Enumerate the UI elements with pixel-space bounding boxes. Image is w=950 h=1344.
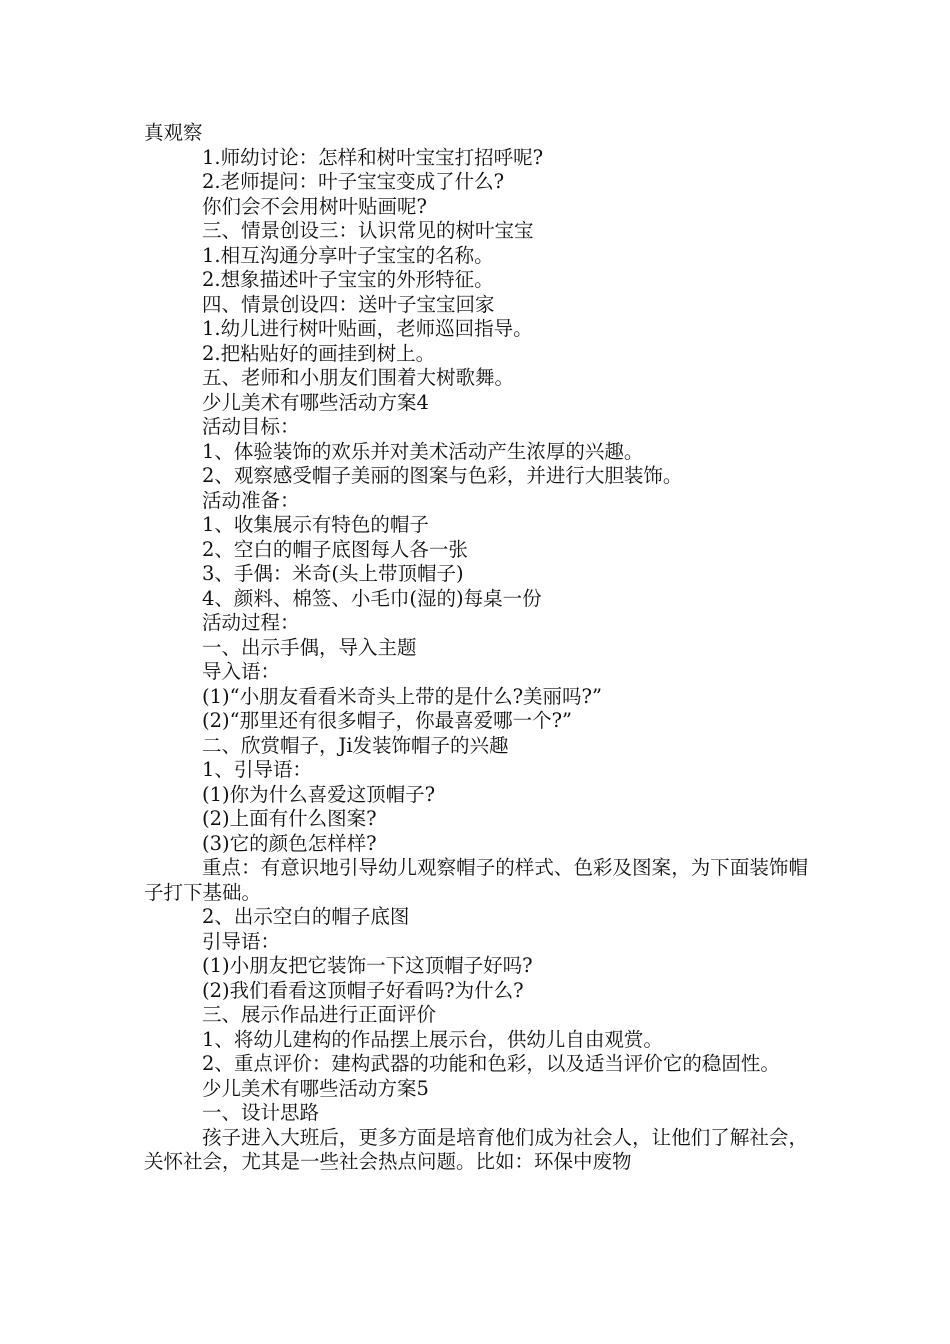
text-line: 2.把粘贴好的画挂到树上。: [202, 341, 436, 365]
plan-title: 少儿美术有哪些活动方案5: [202, 1076, 429, 1100]
text-line: 2.想象描述叶子宝宝的外形特征。: [202, 268, 494, 291]
text-line: (1)你为什么喜爱这顶帽子?: [202, 782, 436, 806]
subheading: 活动过程：: [202, 611, 300, 634]
text-line: (3)它的颜色怎样样?: [202, 831, 377, 855]
text-line: 1.相互沟通分享叶子宝宝的名称。: [202, 243, 494, 267]
section-heading: 一、设计思路: [202, 1101, 320, 1124]
text-line: 1.幼儿进行树叶贴画，老师巡回指导。: [202, 317, 533, 340]
document-body: [144, 121, 808, 1175]
text-line: 引导语：: [202, 929, 281, 953]
text-line: 2.老师提问：叶子宝宝变成了什么?: [202, 170, 505, 193]
section-heading: 五、老师和小朋友们围着大树歌舞。: [202, 366, 515, 389]
text-line: (2)上面有什么图案?: [202, 807, 377, 830]
section-heading: 二、欣赏帽子，Ji发装饰帽子的兴趣: [202, 733, 509, 757]
text-line: (1)“小朋友看看米奇头上带的是什么?美丽吗?”: [202, 684, 602, 708]
paragraph-evaluate: 2、重点评价：建构武器的功能和色彩，以及适当评价它的稳固性。: [202, 1052, 780, 1075]
section-heading: 一、出示手偶，导入主题: [202, 635, 417, 659]
text-line: 4、颜料、棉签、小毛巾(湿的)每桌一份: [202, 586, 542, 610]
text-line: 1.师幼讨论：怎样和树叶宝宝打招呼呢?: [202, 145, 544, 169]
text-line: (2)我们看看这顶帽子好看吗?为什么?: [202, 978, 524, 1002]
text-line: 真观察: [144, 121, 203, 144]
text-line: 导入语：: [202, 660, 281, 683]
text-line: 1、将幼儿建构的作品摆上展示台，供幼儿自由观赏。: [202, 1027, 663, 1051]
paragraph-design: 孩子进入大班后，更多方面是培育他们成为社会人，让他们了解社会，关怀社会，尤其是一些社会热点问题。比如：环保中废物: [144, 1125, 808, 1173]
section-heading: 四、情景创设四：送叶子宝宝回家: [202, 292, 495, 316]
text-line: 1、引导语：: [202, 758, 312, 781]
text-line: 你们会不会用树叶贴画呢?: [202, 194, 427, 218]
text-line: 1、体验装饰的欢乐并对美术活动产生浓厚的兴趣。: [202, 439, 644, 463]
text-line: 3、手偶：米奇(头上带顶帽子): [202, 562, 464, 585]
plan-title: 少儿美术有哪些活动方案4: [202, 390, 429, 414]
section-heading: 三、展示作品进行正面评价: [202, 1003, 437, 1026]
text-line: 2、观察感受帽子美丽的图案与色彩，并进行大胆装饰。: [202, 464, 683, 487]
text-line: (1)小朋友把它装饰一下这顶帽子好吗?: [202, 954, 533, 977]
paragraph-emphasis: 重点：有意识地引导幼儿观察帽子的样式、色彩及图案，为下面装饰帽子打下基础。: [144, 856, 808, 904]
text-line: 1、收集展示有特色的帽子: [202, 513, 429, 536]
subheading: 活动准备：: [202, 488, 300, 512]
text-line: 2、空白的帽子底图每人各一张: [202, 537, 468, 561]
section-heading: 三、情景创设三：认识常见的树叶宝宝: [202, 219, 534, 242]
subheading: 活动目标：: [202, 415, 300, 438]
text-line: (2)“那里还有很多帽子，你最喜爱哪一个?”: [202, 709, 573, 732]
text-line: 2、出示空白的帽子底图: [202, 905, 410, 928]
